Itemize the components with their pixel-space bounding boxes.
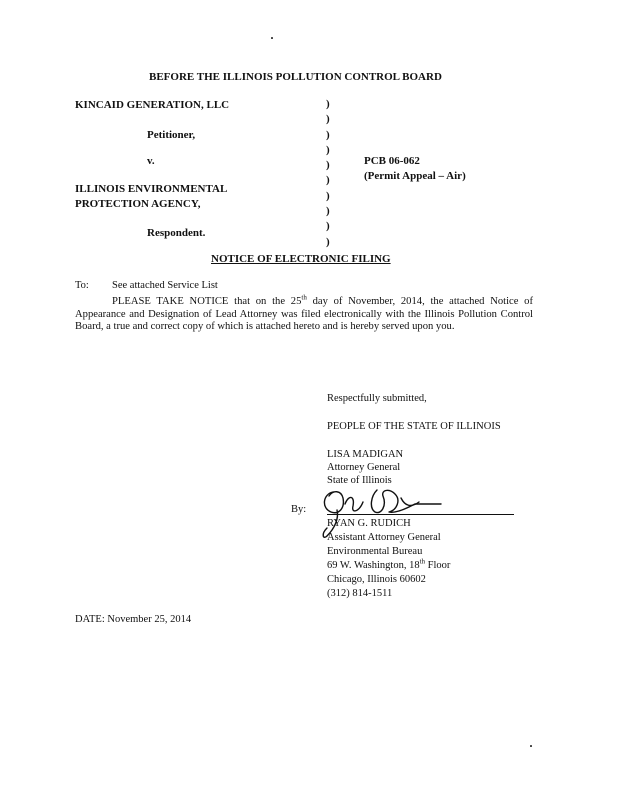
ag-name: LISA MADIGAN	[327, 449, 404, 460]
paren-mark: )	[326, 189, 330, 202]
signature-stroke	[324, 492, 343, 513]
by-label: By:	[291, 504, 307, 515]
bureau-name: Environmental Bureau	[327, 546, 423, 557]
signature-stroke	[401, 498, 419, 505]
paren-mark: )	[326, 220, 330, 233]
street-address	[327, 559, 450, 572]
signature-line	[327, 514, 514, 515]
paren-mark: )	[326, 113, 330, 126]
case-number: PCB 06-062	[364, 155, 420, 167]
paren-mark: )	[326, 143, 330, 156]
paren-mark: )	[326, 128, 330, 141]
to-value: See attached Service List	[112, 280, 218, 291]
notice-body-part2: day of November, 2014, the attached Notice of Appearance and Designation of Lead Attorney was filed electronically with the Illinois Pollution Control Board, a true and correct copy of which is attached hereto and is hereby served upon you.	[75, 296, 534, 333]
notice-body-superscript: th	[301, 293, 307, 302]
paren-mark: )	[326, 174, 330, 187]
signature-stroke	[371, 490, 441, 513]
paren-mark: )	[326, 235, 330, 248]
notice-title: NOTICE OF ELECTRONIC FILING	[211, 253, 391, 265]
respondent-name-line2: PROTECTION AGENCY,	[75, 198, 201, 210]
notice-body-part1: PLEASE TAKE NOTICE that on the 25	[112, 296, 302, 307]
address-part1: 69 W. Washington, 18	[327, 560, 420, 571]
caption-paren-column	[326, 97, 330, 250]
scan-speck	[271, 37, 273, 39]
to-label: To:	[75, 280, 89, 291]
scan-speck	[530, 745, 532, 747]
case-type: (Permit Appeal – Air)	[364, 170, 466, 182]
signature-stroke	[345, 497, 363, 511]
respondent-role: Respondent.	[147, 227, 206, 239]
petitioner-name: KINCAID GENERATION, LLC	[75, 99, 230, 111]
paren-mark: )	[326, 205, 330, 218]
date-line: DATE: November 25, 2014	[75, 614, 192, 625]
board-title: BEFORE THE ILLINOIS POLLUTION CONTROL BOARD	[149, 71, 442, 83]
party-name: PEOPLE OF THE STATE OF ILLINOIS	[327, 421, 501, 432]
ag-state: State of Illinois	[327, 475, 392, 486]
phone-number: (312) 814-1511	[327, 588, 393, 599]
ag-title: Attorney General	[327, 462, 401, 473]
address-superscript: th	[419, 557, 426, 566]
attorney-title: Assistant Attorney General	[327, 532, 441, 543]
versus-label: v.	[147, 155, 155, 167]
closing: Respectfully submitted,	[327, 393, 427, 404]
address-part2: Floor	[425, 560, 451, 571]
petitioner-role: Petitioner,	[147, 129, 196, 141]
attorney-name: RYAN G. RUDICH	[327, 518, 411, 529]
respondent-name-line1: ILLINOIS ENVIRONMENTAL	[75, 183, 228, 195]
paren-mark: )	[326, 159, 330, 172]
paren-mark: )	[326, 98, 330, 110]
city-line: Chicago, Illinois 60602	[327, 574, 426, 585]
notice-body	[75, 293, 534, 334]
